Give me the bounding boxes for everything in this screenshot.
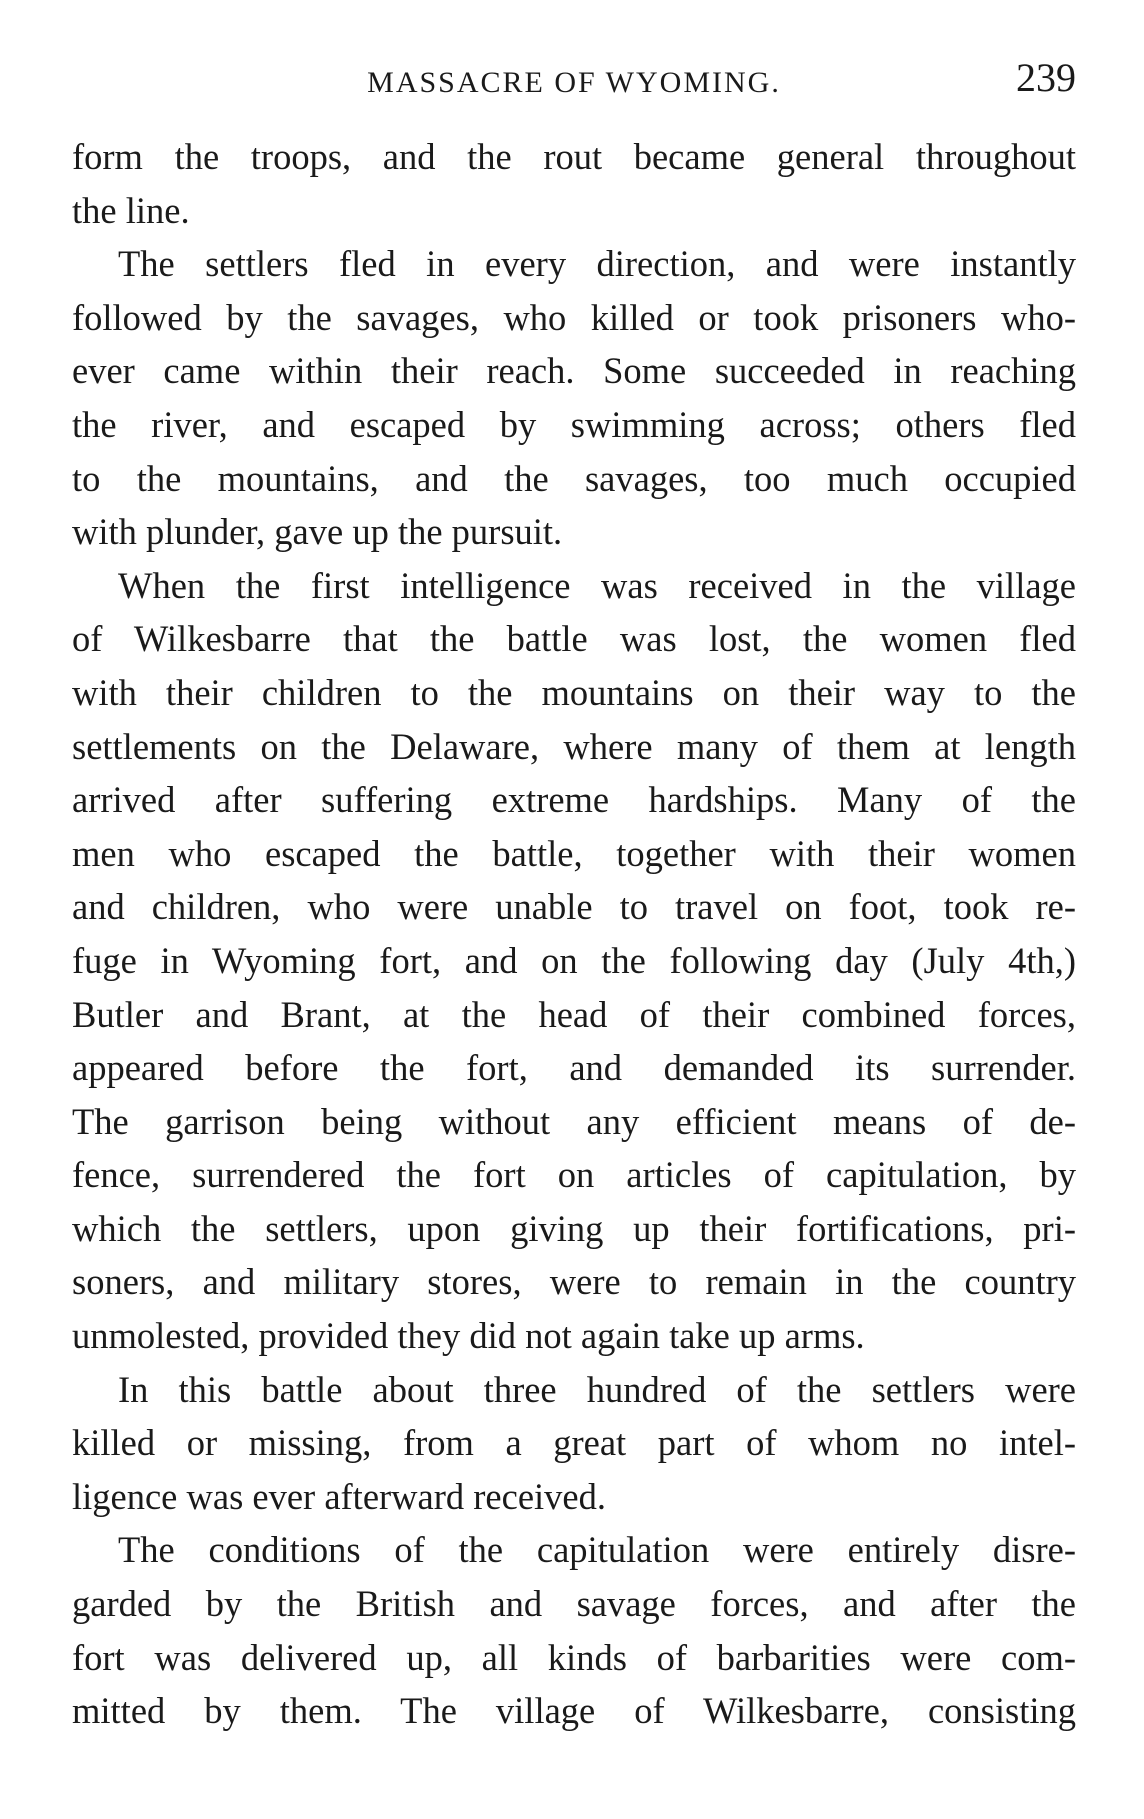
text-line: mitted by them. The village of Wilkesbarre, consisting — [72, 1690, 1076, 1732]
text-line: ligence was ever afterward received. — [72, 1475, 606, 1517]
text-line: killed or missing, from a great part of whom no intel- — [72, 1422, 1076, 1464]
text-line: the line. — [72, 189, 190, 231]
running-head: MASSACRE OF WYOMING. — [367, 66, 781, 99]
text-line: the river, and escaped by swimming across; others fled — [72, 403, 1076, 445]
text-line: ever came within their reach. Some succeeded in reaching — [72, 350, 1076, 392]
text-line: fort was delivered up, all kinds of barbarities were com- — [72, 1636, 1076, 1678]
text-line: The settlers fled in every direction, and were instantly — [118, 243, 1076, 285]
body-text — [72, 130, 1076, 1738]
text-line: with their children to the mountains on their way to the — [72, 671, 1076, 713]
text-line: appeared before the fort, and demanded its surrender. — [72, 1047, 1076, 1089]
book-page — [72, 52, 1076, 1738]
text-line: and children, who were unable to travel on foot, took re- — [72, 886, 1076, 928]
text-line: followed by the savages, who killed or took prisoners who- — [72, 296, 1076, 338]
text-line: In this battle about three hundred of the settlers were — [118, 1368, 1076, 1410]
text-line: garded by the British and savage forces, and after the — [72, 1583, 1076, 1625]
text-line: to the mountains, and the savages, too much occupied — [72, 457, 1076, 499]
text-line: The garrison being without any efficient means of de- — [72, 1100, 1076, 1142]
text-line: of Wilkesbarre that the battle was lost, the women fled — [72, 618, 1076, 660]
text-line: arrived after suffering extreme hardships. Many of the — [72, 779, 1076, 821]
text-line: When the first intelligence was received in the village — [118, 564, 1076, 606]
text-line: Butler and Brant, at the head of their combined forces, — [72, 993, 1076, 1035]
page-header — [72, 52, 1076, 112]
text-line: with plunder, gave up the pursuit. — [72, 511, 563, 553]
text-line: fuge in Wyoming fort, and on the following day (July 4th,) — [72, 939, 1076, 981]
text-line: The conditions of the capitulation were entirely disre- — [118, 1529, 1076, 1571]
text-line: settlements on the Delaware, where many of them at length — [72, 725, 1076, 767]
text-line: form the troops, and the rout became general throughout — [72, 136, 1076, 177]
text-line: fence, surrendered the fort on articles of capitulation, by — [72, 1154, 1076, 1196]
text-line: which the settlers, upon giving up their fortifications, pri- — [72, 1207, 1076, 1249]
page-number: 239 — [1016, 55, 1076, 100]
text-line: unmolested, provided they did not again take up arms. — [72, 1315, 865, 1357]
text-line: men who escaped the battle, together with their women — [72, 832, 1076, 874]
text-line: soners, and military stores, were to remain in the country — [72, 1261, 1076, 1303]
